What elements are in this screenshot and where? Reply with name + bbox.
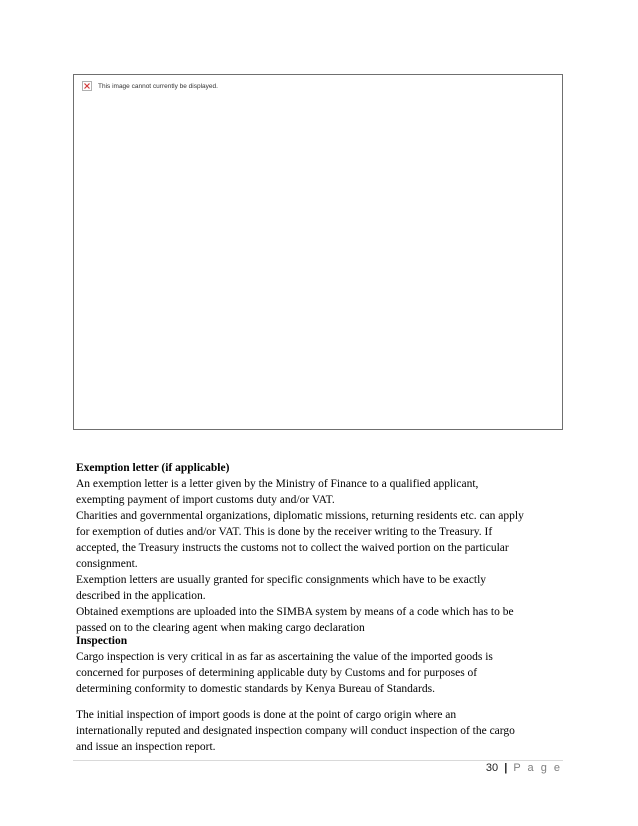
- footer-divider: [73, 760, 563, 761]
- page-footer: [486, 762, 562, 774]
- inspection-line: and issue an inspection report.: [76, 741, 216, 753]
- exemption-line: Exemption letters are usually granted for specific consignments which have to be exactly: [76, 574, 487, 586]
- broken-image-icon: [82, 81, 92, 91]
- inspection-heading: Inspection: [76, 635, 128, 647]
- exemption-line: for exemption of duties and/or VAT. This is done by the receiver writing to the Treasury. If: [76, 526, 493, 538]
- exemption-heading: Exemption letter (if applicable): [76, 462, 230, 474]
- inspection-line: Cargo inspection is very critical in as far as ascertaining the value of the imported goods is: [76, 651, 493, 663]
- exemption-line: passed on to the clearing agent when making cargo declaration: [76, 622, 365, 634]
- paragraph-gap: [76, 697, 566, 707]
- inspection-line: concerned for purposes of determining applicable duty by Customs and for purposes of: [76, 667, 478, 679]
- exemption-line: Obtained exemptions are uploaded into the SIMBA system by means of a code which has to be: [76, 606, 514, 618]
- exemption-line: described in the application.: [76, 590, 206, 602]
- footer-separator: |: [504, 762, 508, 774]
- exemption-line: consignment.: [76, 558, 138, 570]
- inspection-line: internationally reputed and designated inspection company will conduct inspection of the cargo: [76, 725, 515, 737]
- exemption-line: accepted, the Treasury instructs the customs not to collect the waived portion on the particular: [76, 542, 509, 554]
- broken-image-message: This image cannot currently be displayed.: [98, 82, 218, 90]
- exemption-line: Charities and governmental organizations, diplomatic missions, returning residents etc. can apply: [76, 510, 524, 522]
- page-number: 30: [485, 762, 499, 774]
- inspection-section: [76, 633, 566, 755]
- inspection-line: The initial inspection of import goods is done at the point of cargo origin where an: [76, 709, 457, 721]
- exemption-section: [76, 460, 566, 636]
- page-label: P a g e: [513, 762, 562, 774]
- broken-image-notice: [82, 81, 218, 91]
- exemption-line: An exemption letter is a letter given by the Ministry of Finance to a qualified applicant,: [76, 478, 479, 490]
- inspection-line: determining conformity to domestic standards by Kenya Bureau of Standards.: [76, 683, 435, 695]
- exemption-line: exempting payment of import customs duty and/or VAT.: [76, 494, 335, 506]
- image-placeholder-frame: [73, 74, 563, 430]
